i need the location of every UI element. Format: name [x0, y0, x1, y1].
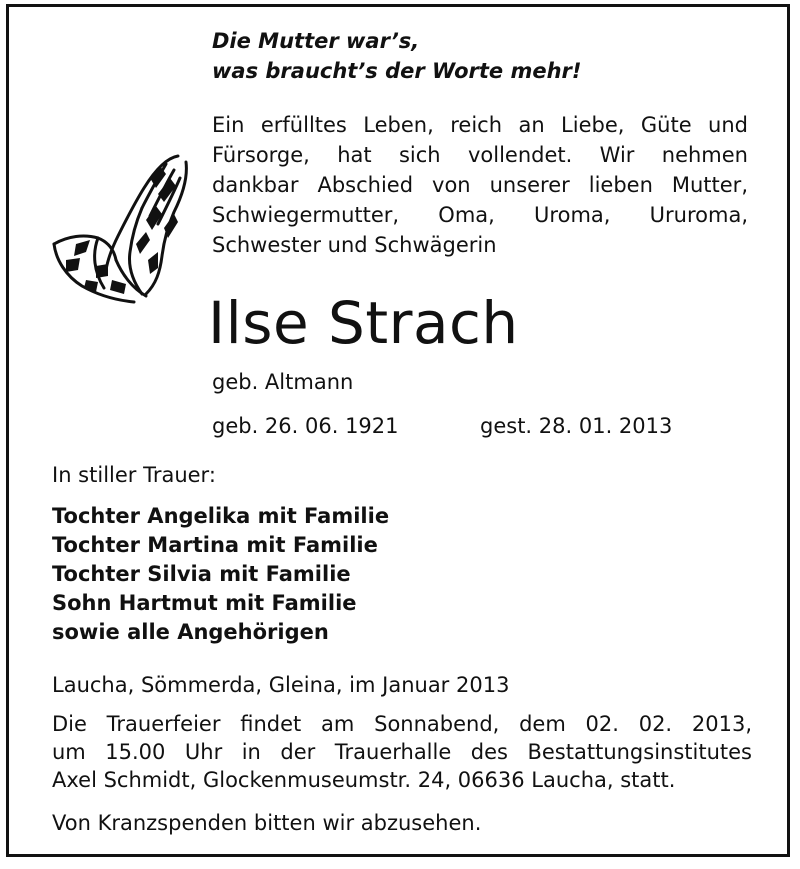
intro-line: Schwester und Schwägerin: [212, 233, 497, 257]
service-line: Axel Schmidt, Glockenmuseumstr. 24, 06636 Laucha, statt.: [52, 768, 676, 792]
mourner-item: Tochter Martina mit Familie: [52, 533, 378, 557]
motto-line-2: was braucht’s der Worte mehr!: [212, 59, 582, 83]
motto: [212, 26, 581, 86]
intro-line: Ein erfülltes Leben, reich an Liebe, Güte und: [212, 113, 748, 137]
maiden-name: geb. Altmann: [212, 370, 354, 394]
mourners-list: [52, 502, 389, 647]
intro-line: Fürsorge, hat sich vollendet. Wir nehmen: [212, 143, 748, 167]
death-date: gest. 28. 01. 2013: [480, 414, 673, 438]
intro-text: [212, 110, 748, 260]
motto-line-1: Die Mutter war’s,: [212, 29, 420, 53]
birth-date: geb. 26. 06. 1921: [212, 414, 399, 438]
service-line: Die Trauerfeier findet am Sonnabend, dem 02. 02. 2013,: [52, 712, 752, 736]
intro-line: dankbar Abschied von unserer lieben Mutter,: [212, 173, 748, 197]
funeral-service-info: [52, 710, 752, 794]
mourner-item: sowie alle Angehörigen: [52, 620, 329, 644]
service-line: um 15.00 Uhr in der Trauerhalle des Bestattungsinstitutes: [52, 740, 752, 764]
mourner-item: Tochter Angelika mit Familie: [52, 504, 390, 528]
flowers-note: Von Kranzspenden bitten wir abzusehen.: [52, 811, 482, 835]
mourner-item: Tochter Silvia mit Familie: [52, 562, 351, 586]
intro-line: Schwiegermutter, Oma, Uroma, Ururoma,: [212, 203, 748, 227]
deceased-name: Ilse Strach: [208, 289, 519, 357]
place-and-date: Laucha, Sömmerda, Gleina, im Januar 2013: [52, 673, 510, 697]
mourner-item: Sohn Hartmut mit Familie: [52, 591, 357, 615]
praying-hands-icon: [46, 148, 196, 308]
mourners-title: In stiller Trauer:: [52, 463, 216, 487]
